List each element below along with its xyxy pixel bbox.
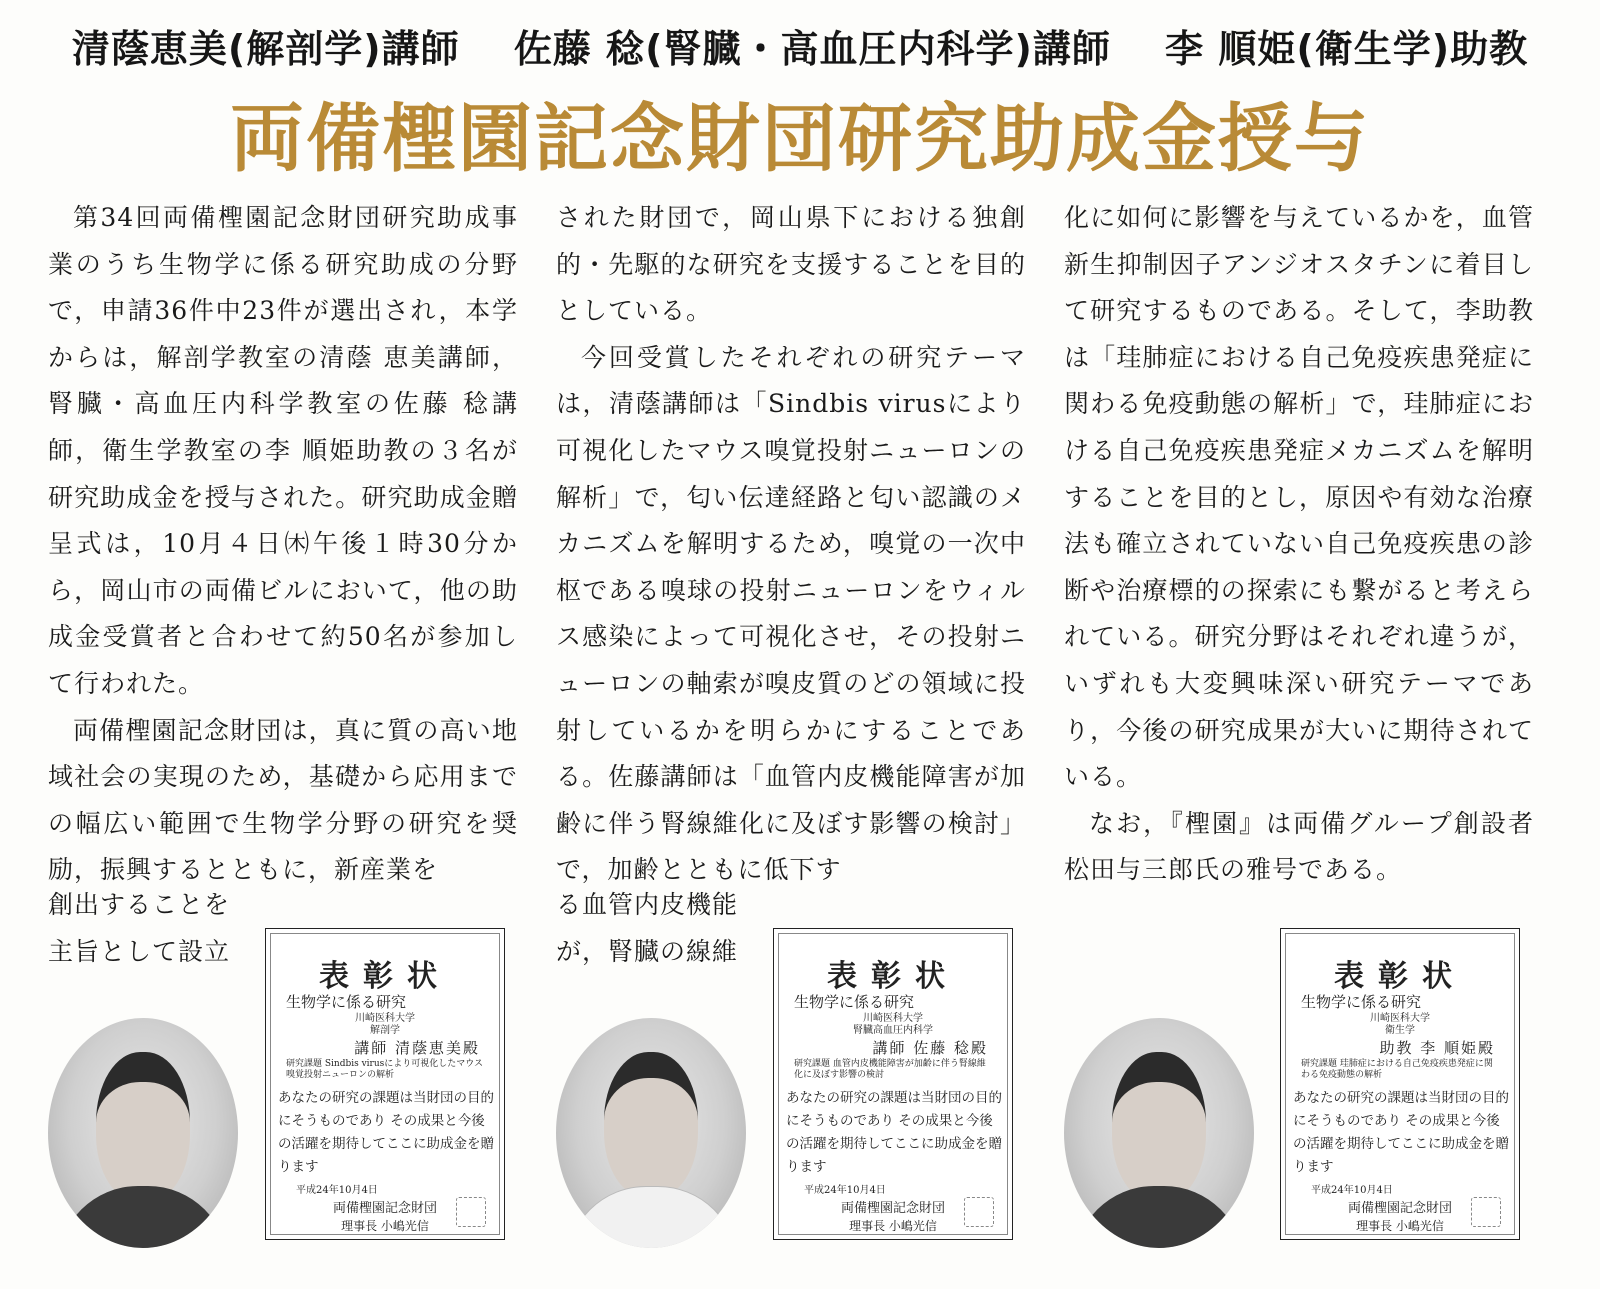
- certificate-body: あなたの研究の課題は当財団の目的にそうものであり その成果と今後の活躍を期待してここに助成金を贈ります: [786, 1090, 1002, 1175]
- award-certificate: [265, 928, 505, 1240]
- award-certificate: [773, 928, 1013, 1240]
- certificate-theme: 研究課題 珪肺症における自己免疫疾患発症に関わる免疫動態の解析: [1301, 1059, 1493, 1080]
- certificate-date: 平成24年10月4日: [804, 1185, 886, 1196]
- paragraph-continuation: る血管内皮機能: [556, 890, 739, 919]
- awardee-3: 李 順姫(衛生学)助教: [1165, 27, 1529, 71]
- certificate-organization: 両備檉園記念財団: [1347, 1201, 1452, 1216]
- certificate-president: 理事長 小嶋光信: [1356, 1219, 1444, 1233]
- paragraph: 両備檉園記念財団は，真に質の高い地域社会の実現のため，基礎から応用までの幅広い範囲で生物学分野の研究を奨励，振興するとともに，新産業を: [48, 715, 518, 885]
- article-column-2: [556, 195, 1026, 894]
- paragraph-continuation: 主旨として設立: [48, 937, 231, 966]
- award-certificate: [1280, 928, 1520, 1240]
- portrait-photo: [1064, 1018, 1254, 1248]
- certificate-body: あなたの研究の課題は当財団の目的にそうものであり その成果と今後の活躍を期待してここに助成金を贈ります: [1293, 1090, 1509, 1175]
- paragraph: された財団で，岡山県下における独創的・先駆的な研究を支援することを目的としている。: [556, 203, 1026, 326]
- certificate-affiliation: 川崎医科大学 腎臓高血圧内科学: [853, 1013, 933, 1036]
- portrait-photo: [556, 1018, 746, 1248]
- certificate-organization: 両備檉園記念財団: [332, 1201, 437, 1216]
- paragraph: 今回受賞したそれぞれの研究テーマは，清蔭講師は「Sindbis virusにより可視化したマウス嗅覚投射ニューロンの解析」で，匂い伝達経路と匂い認識のメカニズムを解明するため，嗅覚の一次中枢である嗅球の投射ニューロンをウィルス感染によって可視化させ，その投射ニューロンの軸索が嗅皮質のどの領域に投射しているかを明らかにすることである。佐藤講師は「血管内皮機能障害が加齢に伴う腎線維化に及ぼす影響の検討」で，加齢とともに低下す: [556, 342, 1026, 885]
- certificate-theme: 研究課題 Sindbis virusにより可視化したマウス嗅覚投射ニューロンの解析: [286, 1059, 483, 1080]
- certificate-organization: 両備檉園記念財団: [840, 1201, 945, 1216]
- certificate-title: 表彰状: [1334, 959, 1466, 994]
- certificate-date: 平成24年10月4日: [296, 1185, 378, 1196]
- certificate-president: 理事長 小嶋光信: [341, 1219, 429, 1233]
- awardee-2: 佐藤 稔(腎臓・高血圧内科学)講師: [513, 27, 1111, 71]
- certificate-subject: 生物学に係る研究: [794, 993, 915, 1011]
- headline: 両備檉園記念財団研究助成金授与: [230, 96, 1370, 182]
- article-column-1: [48, 195, 518, 894]
- seal-stamp: [964, 1197, 994, 1227]
- article-column-3: [1064, 195, 1534, 894]
- portrait-photo: [48, 1018, 238, 1248]
- certificate-title: 表彰状: [319, 959, 451, 994]
- awardee-1: 清蔭恵美(解剖学)講師: [71, 27, 460, 71]
- certificate-date: 平成24年10月4日: [1311, 1185, 1393, 1196]
- certificate-affiliation: 川崎医科大学 衛生学: [1370, 1013, 1430, 1036]
- certificate-body: あなたの研究の課題は当財団の目的にそうものであり その成果と今後の活躍を期待してここに助成金を贈ります: [278, 1090, 494, 1175]
- paragraph: 化に如何に影響を与えているかを，血管新生抑制因子アンジオスタチンに着目して研究するものである。そして，李助教は「珪肺症における自己免疫疾患発症に関わる免疫動態の解析」で，珪肺症における自己免疫疾患発症メカニズムを解明することを目的とし，原因や有効な治療法も確立されていない自己免疫疾患の診断や治療標的の探索にも繋がると考えられている。研究分野はそれぞれ違うが，いずれも大変興味深い研究テーマであり，今後の研究成果が大いに期待されている。: [1064, 203, 1534, 792]
- certificate-theme: 研究課題 血管内皮機能障害が加齢に伴う腎線維化に及ぼす影響の検討: [794, 1059, 986, 1080]
- seal-stamp: [1471, 1197, 1501, 1227]
- certificate-title: 表彰状: [827, 959, 959, 994]
- certificate-affiliation: 川崎医科大学 解剖学: [355, 1013, 415, 1036]
- seal-stamp: [456, 1197, 486, 1227]
- certificate-subject: 生物学に係る研究: [286, 993, 407, 1011]
- paragraph: 第34回両備檉園記念財団研究助成事業のうち生物学に係る研究助成の分野で，申請36件中23件が選出され，本学からは，解剖学教室の清蔭 恵美講師，腎臓・高血圧内科学教室の佐藤 稔講師，衛生学教室の李 順姫助教の３名が研究助成金を授与された。研究助成金贈呈式は，10月４日㈭午後１時30分から，岡山市の両備ビルにおいて，他の助成金受賞者と合わせて約50名が参加して行われた。: [48, 203, 518, 698]
- paragraph-continuation: 創出することを: [48, 890, 231, 919]
- certificate-recipient: 講師 清蔭恵美殿: [354, 1039, 480, 1057]
- certificate-recipient: 助教 李 順姫殿: [1379, 1039, 1495, 1057]
- certificate-subject: 生物学に係る研究: [1301, 993, 1422, 1011]
- certificate-president: 理事長 小嶋光信: [849, 1219, 937, 1233]
- paragraph-continuation: が，腎臓の線維: [556, 937, 739, 966]
- awardee-subtitle: [0, 18, 1600, 73]
- certificate-recipient: 講師 佐藤 稔殿: [872, 1039, 988, 1057]
- paragraph: なお，『檉園』は両備グループ創設者松田与三郎氏の雅号である。: [1064, 808, 1534, 885]
